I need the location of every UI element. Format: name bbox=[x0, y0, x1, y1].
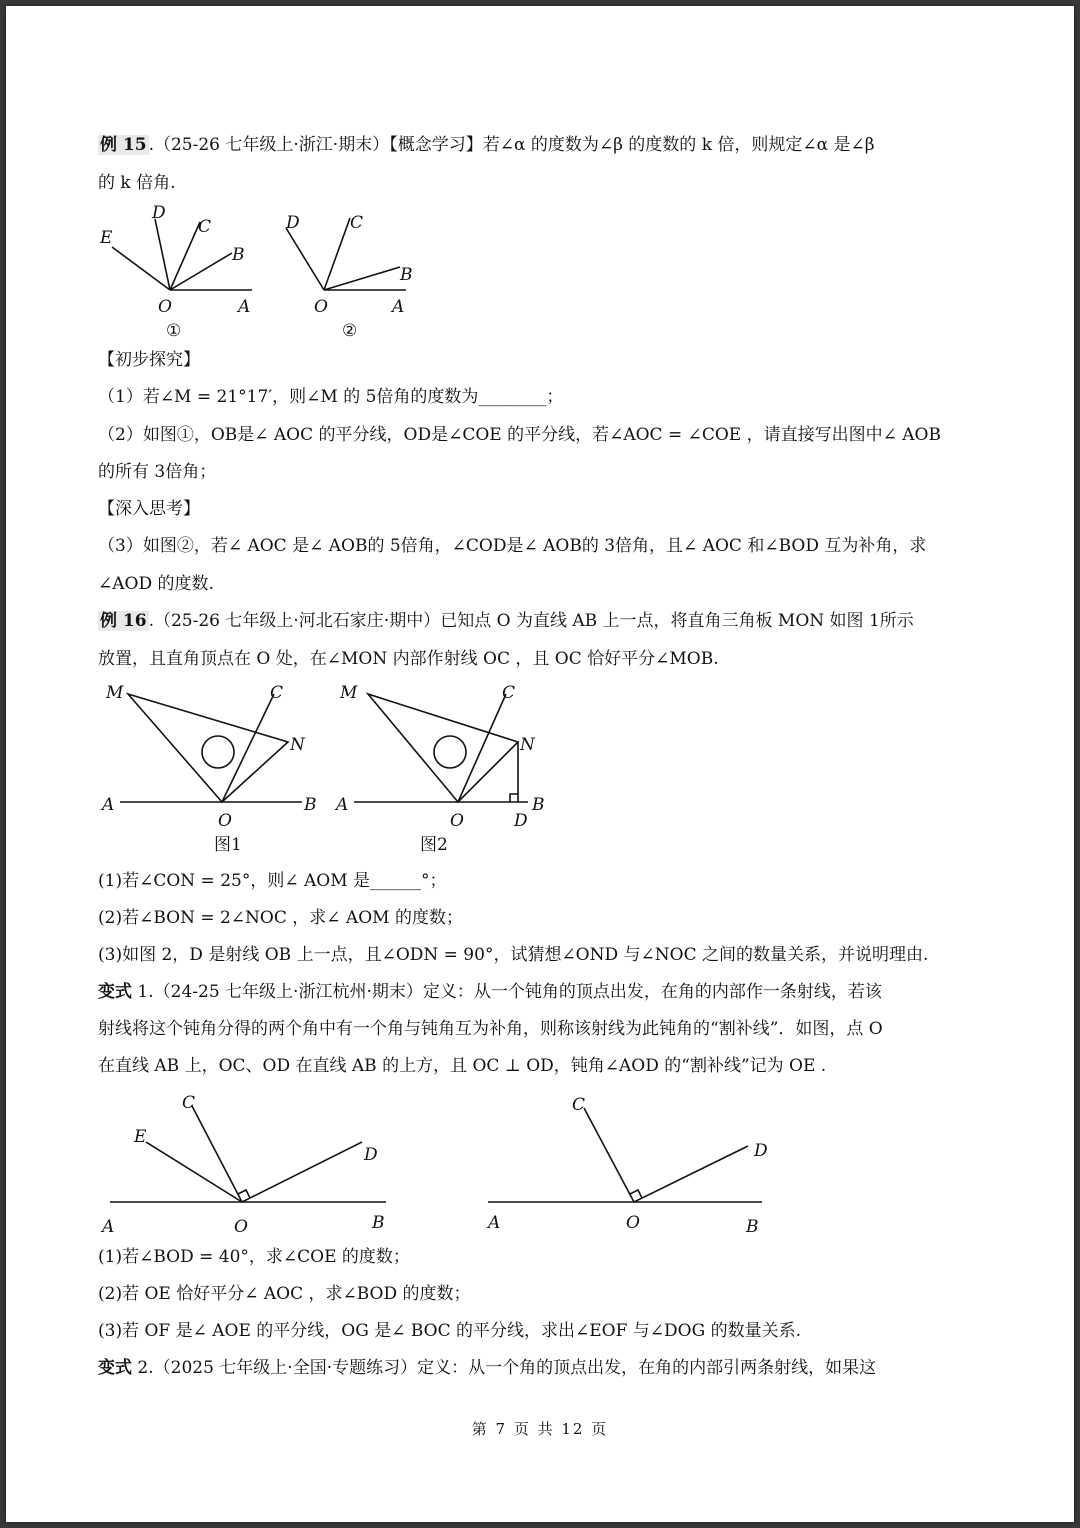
ex15-question-3-b: ∠AOD 的度数. bbox=[98, 574, 214, 594]
label-B: B bbox=[400, 265, 413, 285]
var1-line-1 bbox=[98, 981, 882, 1003]
ray-OC bbox=[222, 694, 274, 802]
ray-OE bbox=[112, 247, 170, 290]
label-B: B bbox=[746, 1217, 759, 1237]
figure-caption: 图1 bbox=[214, 835, 242, 855]
label-A: A bbox=[488, 1213, 501, 1233]
ex16-question-3: (3)如图 2，D 是射线 OB 上一点，且∠ODN = 90°，试猜想∠OND 与∠NOC 之间的数量关系，并说明理由. bbox=[98, 945, 929, 965]
ex15-question-2-b: 的所有 3倍角； bbox=[98, 462, 217, 482]
ex15-figure-2 bbox=[276, 204, 426, 348]
ray-OD bbox=[155, 219, 170, 290]
ex16-figure-1 bbox=[98, 682, 328, 866]
ray-OE bbox=[146, 1142, 242, 1202]
label-B: B bbox=[304, 795, 317, 815]
triangle-MON bbox=[368, 694, 518, 802]
ex15-section-2: 【深入思考】 bbox=[98, 499, 200, 519]
ex16-question-2: (2)若∠BON = 2∠NOC ，求∠ AOM 的度数； bbox=[98, 908, 463, 928]
ray-OC bbox=[170, 222, 200, 290]
var1-line-2: 射线将这个钝角分得的两个角中有一个角与钝角互为补角，则称该射线为此钝角的“割补线”．如图，点 O bbox=[98, 1019, 883, 1039]
label-A: A bbox=[102, 1217, 115, 1237]
label-O: O bbox=[158, 297, 172, 317]
label-C: C bbox=[198, 217, 212, 237]
var1-text-1: 1.（24-25 七年级上·浙江杭州·期末）定义：从一个钝角的顶点出发，在角的内部作一条射线，若该 bbox=[132, 982, 882, 1002]
label-E: E bbox=[134, 1127, 147, 1147]
label-D: D bbox=[754, 1141, 768, 1161]
label-A: A bbox=[238, 297, 251, 317]
label-C: C bbox=[182, 1093, 196, 1113]
right-angle-mark bbox=[510, 794, 518, 802]
label-D: D bbox=[514, 811, 528, 831]
triangle-hole bbox=[202, 736, 234, 768]
label-B: B bbox=[372, 1213, 385, 1233]
ex15-question-3-a: （3）如图②，若∠ AOC 是∠ AOB的 5倍角，∠COD是∠ AOB的 3倍角，且∠ AOC 和∠BOD 互为补角，求 bbox=[98, 536, 927, 556]
ray-OC bbox=[584, 1108, 634, 1202]
ex16-text-1: .（25-26 七年级上·河北石家庄·期中）已知点 O 为直线 AB 上一点，将直角三角板 MON 如图 1所示 bbox=[148, 611, 914, 631]
label-O: O bbox=[314, 297, 328, 317]
label-O: O bbox=[450, 811, 464, 831]
var1-question-3: (3)若 OF 是∠ AOE 的平分线，OG 是∠ BOC 的平分线，求出∠EOF 与∠DOG 的数量关系. bbox=[98, 1321, 802, 1341]
label-N: N bbox=[290, 735, 305, 755]
label-E: E bbox=[100, 228, 113, 248]
ex15-line-2: 的 k 倍角. bbox=[98, 173, 176, 193]
var1-line-3: 在直线 AB 上，OC、OD 在直线 AB 的上方，且 OC ⊥ OD，钝角∠AOD 的“割补线”记为 OE . bbox=[98, 1056, 827, 1076]
label-D: D bbox=[152, 203, 166, 223]
ex15-question-1: （1）若∠M = 21°17′，则∠M 的 5倍角的度数为________； bbox=[98, 387, 564, 407]
label-A: A bbox=[102, 795, 115, 815]
ray-OD bbox=[634, 1146, 748, 1202]
ray-OD bbox=[286, 228, 324, 290]
ex16-line-2: 放置，且直角顶点在 O 处，在∠MON 内部作射线 OC ，且 OC 恰好平分∠MOB. bbox=[98, 649, 719, 669]
var1-question-1: (1)若∠BOD = 40°，求∠COE 的度数； bbox=[98, 1247, 410, 1267]
figure-caption: ② bbox=[342, 321, 358, 341]
label-O: O bbox=[626, 1213, 640, 1233]
label-D: D bbox=[286, 213, 300, 233]
var2-tag: 变式 bbox=[98, 1358, 132, 1378]
ex15-text-1: .（25-26 七年级上·浙江·期末）【概念学习】若∠α 的度数为∠β 的度数的 k 倍，则规定∠α 是∠β bbox=[148, 135, 875, 155]
var1-tag: 变式 bbox=[98, 982, 132, 1002]
page-footer: 第 7 页 共 12 页 bbox=[471, 1420, 609, 1438]
ray-OC bbox=[192, 1106, 242, 1202]
var1-figure-1 bbox=[98, 1084, 398, 1237]
triangle-hole bbox=[434, 736, 466, 768]
label-C: C bbox=[572, 1095, 586, 1115]
ex15-tag: 例 15 bbox=[100, 135, 147, 155]
label-M: M bbox=[340, 683, 358, 703]
ex15-question-2-a: （2）如图①，OB是∠ AOC 的平分线，OD是∠COE 的平分线，若∠AOC = ∠COE ，请直接写出图中∠ AOB bbox=[98, 425, 941, 445]
ex16-question-1: (1)若∠CON = 25°，则∠ AOM 是______°； bbox=[98, 871, 447, 891]
label-C: C bbox=[502, 683, 516, 703]
label-A: A bbox=[392, 297, 405, 317]
ex16-tag: 例 16 bbox=[100, 611, 147, 631]
label-C: C bbox=[350, 213, 364, 233]
ray-OD bbox=[242, 1142, 362, 1202]
var1-figure-2 bbox=[480, 1084, 780, 1237]
label-N: N bbox=[520, 735, 535, 755]
var1-question-2: (2)若 OE 恰好平分∠ AOC ，求∠BOD 的度数； bbox=[98, 1284, 471, 1304]
ex15-line-1 bbox=[98, 134, 875, 156]
label-A: A bbox=[336, 795, 349, 815]
ex15-figure-1 bbox=[98, 204, 268, 348]
var2-text-1: 2.（2025 七年级上·全国·专题练习）定义：从一个角的顶点出发，在角的内部引两条射线，如果这 bbox=[132, 1358, 877, 1378]
figure-caption: ① bbox=[166, 321, 182, 341]
label-M: M bbox=[106, 683, 124, 703]
label-O: O bbox=[234, 1217, 248, 1237]
ex16-line-1 bbox=[98, 610, 914, 632]
ray-OC bbox=[324, 218, 350, 290]
label-B: B bbox=[532, 795, 545, 815]
label-D: D bbox=[364, 1145, 378, 1165]
label-O: O bbox=[218, 811, 232, 831]
var2-line-1 bbox=[98, 1357, 876, 1379]
document-page bbox=[6, 6, 1074, 1522]
ray-OB bbox=[324, 267, 400, 290]
figure-caption: 图2 bbox=[420, 835, 448, 855]
ex16-figure-2 bbox=[332, 682, 562, 866]
label-B: B bbox=[232, 245, 245, 265]
label-C: C bbox=[270, 683, 284, 703]
ray-OB bbox=[170, 253, 232, 290]
triangle-MON bbox=[128, 694, 288, 802]
ex15-section-1: 【初步探究】 bbox=[98, 350, 200, 370]
